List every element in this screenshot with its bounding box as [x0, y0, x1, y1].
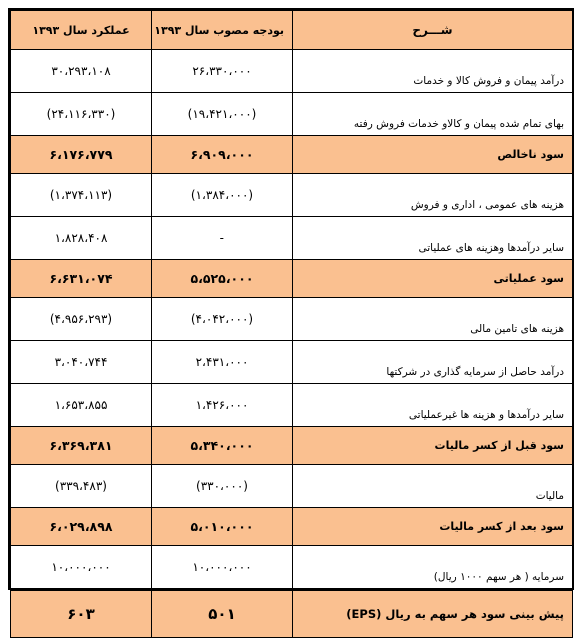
- header-row: [11, 11, 573, 50]
- row-performance: ۶،۳۶۹،۳۸۱: [11, 427, 152, 465]
- row-budget: ۵،۳۴۰،۰۰۰: [152, 427, 293, 465]
- header-budget: بودجه مصوب سال ۱۳۹۳: [152, 11, 293, 50]
- income-statement-table: [10, 10, 573, 638]
- row-label: هزینه های تامین مالی: [293, 298, 573, 341]
- row-budget: ۱۰،۰۰۰،۰۰۰: [152, 546, 293, 590]
- row-budget: (۱۹،۴۲۱،۰۰۰): [152, 93, 293, 136]
- row-label: درآمد پیمان و فروش کالا و خدمات: [293, 50, 573, 93]
- subtotal-row: [11, 136, 573, 174]
- row-performance: ۱۰،۰۰۰،۰۰۰: [11, 546, 152, 590]
- row-label: مالیات: [293, 465, 573, 508]
- table-row: [11, 298, 573, 341]
- row-label: سایر درآمدها و هزینه ها غیرعملیاتی: [293, 384, 573, 427]
- header-performance: عملکرد سال ۱۳۹۳: [11, 11, 152, 50]
- row-budget: (۳۳۰،۰۰۰): [152, 465, 293, 508]
- row-budget: ۵،۵۲۵،۰۰۰: [152, 260, 293, 298]
- subtotal-row: [11, 427, 573, 465]
- row-budget: ۵،۰۱۰،۰۰۰: [152, 508, 293, 546]
- table-row: [11, 341, 573, 384]
- eps-row: [11, 590, 573, 638]
- table-row: [11, 384, 573, 427]
- row-label: سود ناخالص: [293, 136, 573, 174]
- subtotal-row: [11, 508, 573, 546]
- row-performance: ۶،۶۳۱،۰۷۴: [11, 260, 152, 298]
- table-row: [11, 217, 573, 260]
- row-label: سود بعد از کسر مالیات: [293, 508, 573, 546]
- row-label: سود قبل از کسر مالیات: [293, 427, 573, 465]
- row-performance: ۱،۶۵۳،۸۵۵: [11, 384, 152, 427]
- row-budget: ۶،۹۰۹،۰۰۰: [152, 136, 293, 174]
- row-performance: ۳،۰۴۰،۷۴۴: [11, 341, 152, 384]
- row-performance: ۳۰،۲۹۳،۱۰۸: [11, 50, 152, 93]
- row-budget: ۲۶،۳۳۰،۰۰۰: [152, 50, 293, 93]
- eps-budget: ۵۰۱: [152, 590, 293, 638]
- eps-label: پیش بینی سود هر سهم به ریال (EPS): [293, 590, 573, 638]
- row-label: بهای تمام شده پیمان و کالاو خدمات فروش رفته: [293, 93, 573, 136]
- table-row: [11, 465, 573, 508]
- subtotal-row: [11, 260, 573, 298]
- table-row: [11, 174, 573, 217]
- table-body: [11, 50, 573, 590]
- row-budget: (۱،۳۸۴،۰۰۰): [152, 174, 293, 217]
- row-budget: ۲،۴۳۱،۰۰۰: [152, 341, 293, 384]
- table-row: [11, 93, 573, 136]
- header-description: شـــرح: [293, 11, 573, 50]
- eps-performance: ۶۰۳: [11, 590, 152, 638]
- row-performance: (۳۳۹،۴۸۳): [11, 465, 152, 508]
- row-label: سایر درآمدها وهزینه های عملیاتی: [293, 217, 573, 260]
- row-performance: ۱،۸۲۸،۴۰۸: [11, 217, 152, 260]
- financial-statement-sheet: [8, 8, 574, 623]
- row-budget: (۴،۰۴۲،۰۰۰): [152, 298, 293, 341]
- row-performance: (۲۴،۱۱۶،۳۳۰): [11, 93, 152, 136]
- row-performance: (۱،۳۷۴،۱۱۳): [11, 174, 152, 217]
- row-label: سود عملیاتی: [293, 260, 573, 298]
- row-performance: ۶،۱۷۶،۷۷۹: [11, 136, 152, 174]
- row-label: سرمایه ( هر سهم ۱۰۰۰ ریال): [293, 546, 573, 590]
- table-row: [11, 546, 573, 590]
- row-budget: -: [152, 217, 293, 260]
- row-performance: (۴،۹۵۶،۲۹۳): [11, 298, 152, 341]
- row-performance: ۶،۰۲۹،۸۹۸: [11, 508, 152, 546]
- row-label: درآمد حاصل از سرمایه گذاری در شرکتها: [293, 341, 573, 384]
- row-budget: ۱،۴۲۶،۰۰۰: [152, 384, 293, 427]
- row-label: هزینه های عمومی ، اداری و فروش: [293, 174, 573, 217]
- table-row: [11, 50, 573, 93]
